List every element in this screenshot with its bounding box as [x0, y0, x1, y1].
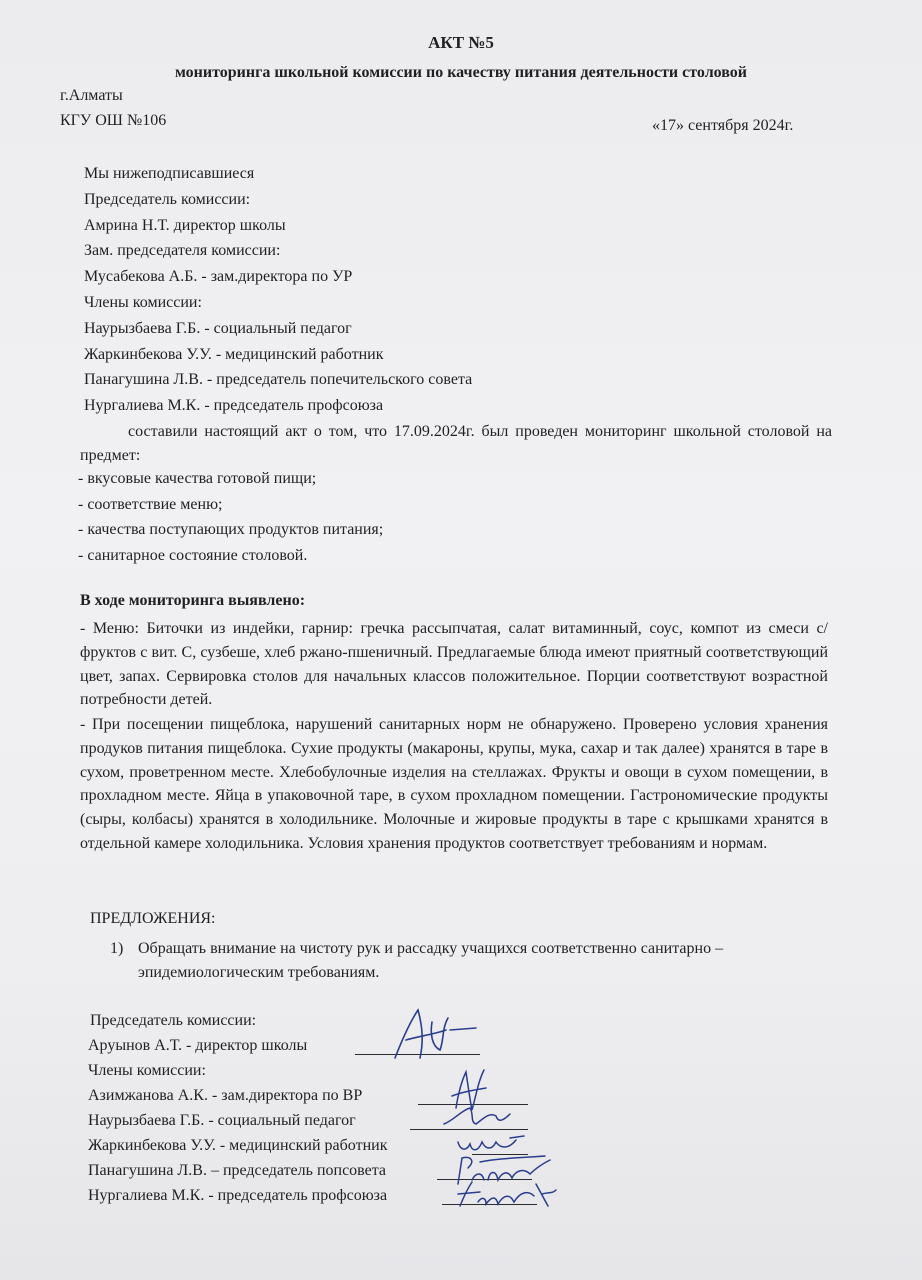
- intro-line: Жаркинбекова У.У. - медицинский работник: [84, 345, 384, 363]
- list-item: - качества поступающих продуктов питания;: [78, 521, 384, 539]
- proposal-item: [110, 937, 830, 984]
- findings-heading: В ходе мониторинга выявлено:: [80, 592, 306, 609]
- act-title: АКТ №5: [428, 33, 494, 52]
- chair-signatory: Аруынов А.Т. - директор школы: [88, 1037, 308, 1054]
- chair-signature: [380, 1000, 500, 1070]
- list-item: - санитарное состояние столовой.: [78, 547, 308, 565]
- intro-line: Нургалиева М.К. - председатель профсоюза: [84, 397, 384, 415]
- intro-line: Панагушина Л.В. - председатель попечительского совета: [84, 371, 473, 389]
- city: г.Алматы: [60, 87, 123, 104]
- intro-line: Наурызбаева Г.Б. - социальный педагог: [84, 319, 352, 337]
- act-date: «17» сентября 2024г.: [652, 117, 794, 134]
- list-item: - соответствие меню;: [78, 495, 223, 513]
- act-subtitle: мониторинга школьной комиссии по качеству питания деятельности столовой: [174, 64, 748, 81]
- member-signatory: Наурызбаева Г.Б. - социальный педагог: [88, 1112, 356, 1129]
- member-signature: [452, 1176, 562, 1216]
- intro-line: Мусабекова А.Б. - зам.директора по УР: [84, 268, 353, 286]
- statement-paragraph: составили настоящий акт о том, что 17.09.2024г. был проведен мониторинг школьной столовой на предмет:: [80, 423, 832, 464]
- member-signatory: Жаркинбекова У.У. - медицинский работник: [88, 1137, 388, 1154]
- member-signatory: Панагушина Л.В. – председатель попсовета: [88, 1162, 387, 1179]
- member-signatory: Азимжанова А.К. - зам.директора по ВР: [88, 1087, 363, 1104]
- intro-line: Амрина Н.Т. директор школы: [84, 216, 286, 234]
- list-item: - вкусовые качества готовой пищи;: [78, 470, 317, 487]
- member-signatory: Нургалиева М.К. - председатель профсоюза: [88, 1187, 388, 1204]
- intro-line: Зам. председателя комиссии:: [84, 242, 281, 260]
- proposals-heading: ПРЕДЛОЖЕНИЯ:: [90, 910, 216, 927]
- monitoring-subjects: [78, 466, 383, 569]
- intro-line: Председатель комиссии:: [84, 190, 251, 208]
- members-heading: Члены комиссии:: [88, 1062, 206, 1079]
- school-name: КГУ ОШ №106: [60, 112, 167, 129]
- proposal-text: Обращать внимание на чистоту рук и рассадку учащихся соответственно санитарно – эпидемиологическим требованиям.: [138, 940, 724, 981]
- chair-heading: Председатель комиссии:: [90, 1012, 257, 1029]
- commission-list: [84, 161, 472, 419]
- intro-line: Мы нижеподписавшиеся: [84, 165, 255, 182]
- finding-menu: - Меню: Биточки из индейки, гарнир: гречка рассыпчатая, салат витаминный, соус, компот из смеси с/фруктов с вит. С, сузбеше, хлеб ржано-пшеничный. Предлагаемые блюда имеют приятный соответствующий цвет, запах. Сервировка столов для начальных классов положительное. Порции соответствуют возрастной потребности детей.: [80, 620, 828, 709]
- intro-line: Члены комиссии:: [84, 293, 202, 311]
- proposal-number: 1): [110, 940, 124, 957]
- finding-storage: - При посещении пищеблока, нарушений санитарных норм не обнаружено. Проверено условия хранения продуков питания пищеблока. Сухие продукты (макароны, крупы, мука, сахар и так далее) хранятся в таре в сухом, проветренном месте. Хлебобулочные изделия на стеллажах. Фрукты и овощи в сухом помещении, в прохладном месте. Яйца в упаковочной таре, в сухом прохладном помещении. Гастрономические продукты (сыры, колбасы) хранятся в холодильнике. Молочные и жировые продукты в таре с крышками хранятся в отдельной камере холодильника. Условия хранения продуктов соответствует требованиям и нормам.: [80, 716, 828, 852]
